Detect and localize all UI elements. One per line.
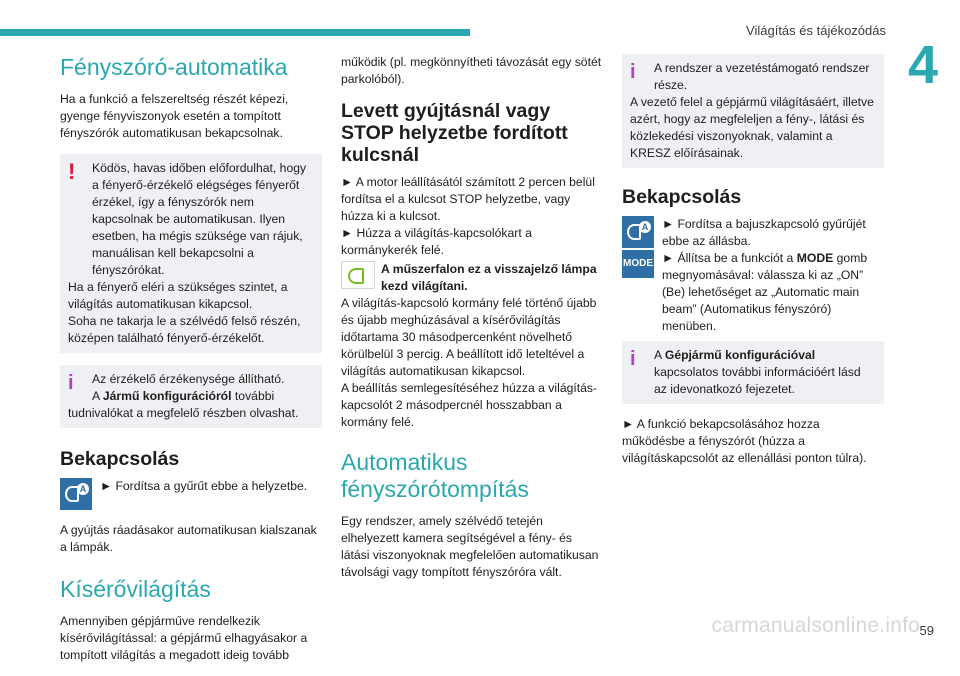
paragraph-4: A beállítás semlegesítéséhez húzza a világítás-kapcsolót 2 másodpercnél hosszabban a kormány felé. xyxy=(341,381,598,429)
column-2 xyxy=(341,54,603,593)
intro-text: Ha a funkció a felszereltség részét képezi, gyenge fényviszonyok esetén a tompított fényszórók automatikusan bekapcsolnak. xyxy=(60,92,289,140)
info-icon: i xyxy=(630,348,636,370)
section-title: Világítás és tájékozódás xyxy=(746,23,886,38)
info-icon: i xyxy=(68,372,74,394)
info-text-a: Az érzékelő érzékenysége állítható. xyxy=(92,372,285,386)
step-text-1: ► A motor leállításától számított 2 percen belül fordítsa el a kulcsot STOP helyzetbe, vagy húzza ki a kulcsot. xyxy=(341,175,595,223)
heading-fenyszoro-automatika: Fényszóró-automatika xyxy=(60,54,288,80)
step-text-1: ► Fordítsa a bajuszkapcsoló gyűrűjét ebbe az állásba. xyxy=(662,217,866,248)
warning-icon: ! xyxy=(68,159,76,184)
step-text: ► Fordítsa a gyűrűt ebbe a helyzetbe. xyxy=(100,479,308,493)
step-text-2: ► Állítsa be a funkciót a MODE gomb megnyomásával: válassza ki az „ON” (Be) lehetőséget az „Automatic main beam” (Automatikus fényszóró) menüben. xyxy=(662,251,868,333)
info-box-2 xyxy=(622,54,884,168)
info-text-2: A Gépjármű konfigurációval kapcsolatos további információért lásd az idevonatkozó fejezetet. xyxy=(654,348,861,396)
step-row xyxy=(60,478,322,516)
info-box xyxy=(60,365,322,428)
step-text-2: ► Húzza a világítás-kapcsolókart a kormánykerék felé. xyxy=(341,226,532,257)
info-icon: i xyxy=(630,61,636,83)
icon-stack xyxy=(622,216,884,335)
warning-text-3: Soha ne takarja le a szélvédő felső részén, középen található fényerő-érzékelőt. xyxy=(68,314,301,345)
auto-lamp-icon: A xyxy=(60,478,92,510)
indicator-row xyxy=(341,261,603,295)
heading-levett-gyujtas: Levett gyújtásnál vagy STOP helyzetbe fordított kulcsnál xyxy=(341,100,568,166)
header-accent-bar xyxy=(0,29,470,36)
info-text-1a: A rendszer a vezetéstámogató rendszer része. xyxy=(654,61,870,92)
heading-kiserovilagitas: Kísérővilágítás xyxy=(60,576,211,602)
heading-bekapcsolas-1: Bekapcsolás xyxy=(60,448,180,470)
heading-auto-tompitas: Automatikus fényszórótompítás xyxy=(341,449,529,502)
warning-box xyxy=(60,154,322,353)
page-number: 59 xyxy=(919,623,934,638)
heading-bekapcsolas-2: Bekapcsolás xyxy=(622,186,742,208)
chapter-number: 4 xyxy=(907,35,938,95)
column-3 xyxy=(622,54,884,479)
final-paragraph: ► A funkció bekapcsolásához hozza működésbe a fényszórót (húzza a világításkapcsolót az ellenállási ponton túlra). xyxy=(622,417,867,465)
continued-text: működik (pl. megkönnyítheti távozását egy sötét parkolóból). xyxy=(341,55,602,86)
auto-lamp-icon: A xyxy=(622,216,654,248)
indicator-text: A műszerfalon ez a visszajelző lámpa kezd világítani. xyxy=(381,262,597,293)
warning-text: Ködös, havas időben előfordulhat, hogy a fényerő-érzékelő elégséges fényerőt érzékel, így a fényszórók nem kapcsolnak be automatikusan. Ilyen esetben, ha mégis szüksége van rájuk, manuálisan kell bekapcsolni a fényszórókat. xyxy=(92,161,307,277)
paragraph-5: Egy rendszer, amely szélvédő tetején elhelyezett kamera segítségével a fény- és látási viszonyoknak megfelelően automatikusan távolsági vagy tompított fényszóróra vált. xyxy=(341,514,599,579)
kiserov-text: Amennyiben gépjárműve rendelkezik kísérővilágítással: a gépjármű elhagyásakor a tompított világítás a megadott ideig tovább xyxy=(60,614,308,662)
watermark: carmanualsonline.info xyxy=(711,614,920,637)
after-text: A gyújtás ráadásakor automatikusan kialszanak a lámpák. xyxy=(60,523,317,554)
column-1 xyxy=(60,54,322,676)
mode-icon: MODE xyxy=(622,250,654,278)
info-text-b: A Jármű konfigurációról további tudnivalókat a megfelelő részben olvashat. xyxy=(68,389,299,420)
info-text-1b: A vezető felel a gépjármű világításáért, illetve azért, hogy az megfeleljen a fény-, látási és közlekedési viszonyoknak, valamint a KRESZ előírásainak. xyxy=(630,95,874,160)
info-box-3 xyxy=(622,341,884,404)
green-lamp-icon xyxy=(341,261,375,289)
warning-text-2: Ha a fényerő eléri a szükséges szintet, a világítás automatikusan kikapcsol. xyxy=(68,280,288,311)
paragraph-3: A világítás-kapcsoló kormány felé történő újabb és újabb meghúzásával a kísérővilágítás időtartama 30 másodpercenként növelhető körülbelül 3 percig. A beállított idő leteltével a világítás automatikusan kikapcsol. xyxy=(341,296,597,378)
